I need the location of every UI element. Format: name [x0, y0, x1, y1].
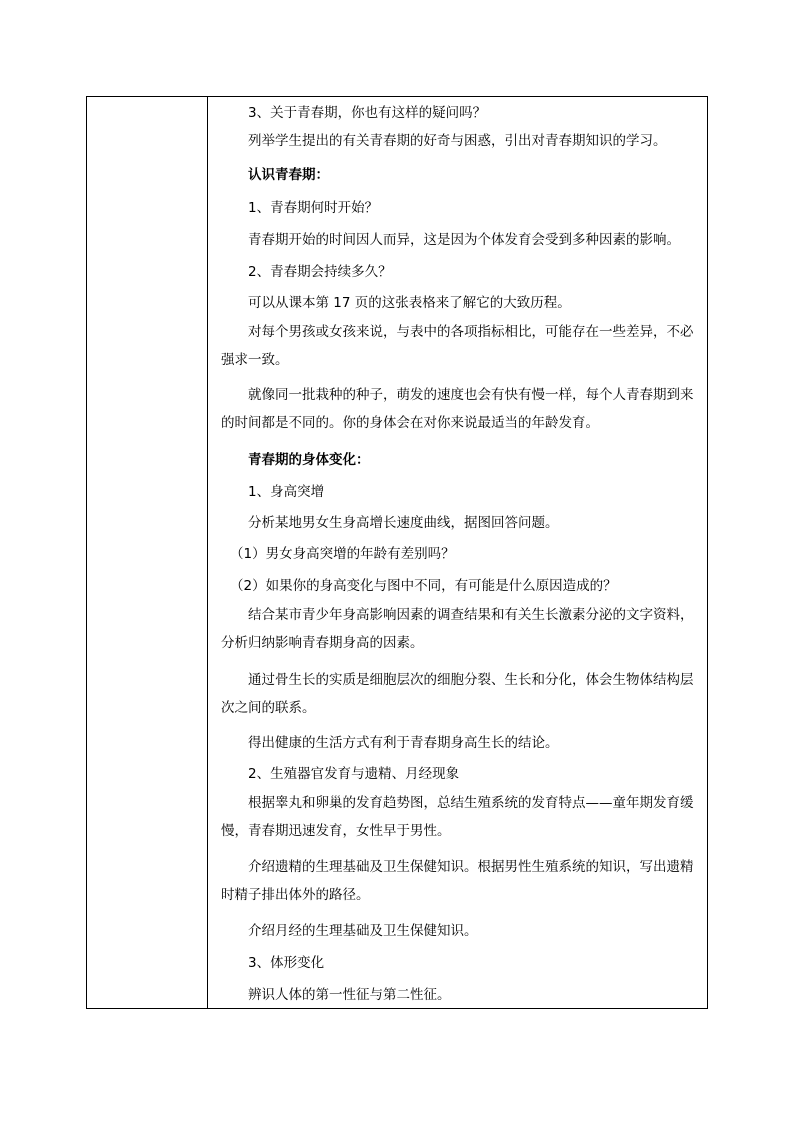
- text-line: 辨识人体的第一性征与第二性征。: [248, 987, 451, 1003]
- text-line: 可以从课本第 17 页的这张表格来了解它的大致历程。: [248, 295, 571, 311]
- table-content-cell: [208, 97, 707, 1008]
- text-paragraph: 就像同一批栽种的种子，萌发的速度也会有快有慢一样，每个人青春期到来的时间都是不同的。你的身体会在对你来说最适当的年龄发育。: [221, 387, 694, 431]
- text-paragraph: 对每个男孩或女孩来说，与表中的各项指标相比，可能存在一些差异，不必强求一致。: [221, 324, 694, 368]
- text-line: 列举学生提出的有关青春期的好奇与困惑，引出对青春期知识的学习。: [248, 133, 667, 149]
- text-line: 2、青春期会持续多久？: [248, 264, 392, 280]
- section-heading: 认识青春期：: [248, 167, 329, 183]
- text-line: 介绍月经的生理基础及卫生保健知识。: [248, 923, 478, 939]
- text-line: 得出健康的生活方式有利于青春期身高生长的结论。: [248, 735, 559, 751]
- text-line: 青春期开始的时间因人而异，这是因为个体发育会受到多种因素的影响。: [248, 232, 680, 248]
- text-paragraph: 通过骨生长的实质是细胞层次的细胞分裂、生长和分化，体会生物体结构层次之间的联系。: [221, 672, 694, 716]
- text-line: 3、关于青春期，你也有这样的疑问吗？: [248, 105, 487, 121]
- table-left-cell: [87, 97, 208, 1008]
- text-line: （2）如果你的身高变化与图中不同，有可能是什么原因造成的？: [230, 578, 617, 594]
- text-line: 3、体形变化: [248, 955, 325, 971]
- text-line: 2、生殖器官发育与遗精、月经现象: [248, 766, 460, 782]
- text-line: 1、身高突增: [248, 484, 325, 500]
- section-heading: 青春期的身体变化：: [248, 452, 370, 468]
- text-paragraph: 根据睾丸和卵巢的发育趋势图，总结生殖系统的发育特点——童年期发育缓慢，青春期迅速发育，女性早于男性。: [221, 795, 694, 839]
- text-line: 分析某地男女生身高增长速度曲线，据图回答问题。: [248, 515, 559, 531]
- text-paragraph: 介绍遗精的生理基础及卫生保健知识。根据男性生殖系统的知识，写出遗精时精子排出体外的路径。: [221, 859, 694, 903]
- lesson-table: [86, 96, 708, 1009]
- text-paragraph: 结合某市青少年身高影响因素的调查结果和有关生长激素分泌的文字资料，分析归纳影响青春期身高的因素。: [221, 607, 694, 651]
- text-line: 1、青春期何时开始？: [248, 200, 379, 216]
- text-line: （1）男女身高突增的年龄有差别吗？: [230, 546, 455, 562]
